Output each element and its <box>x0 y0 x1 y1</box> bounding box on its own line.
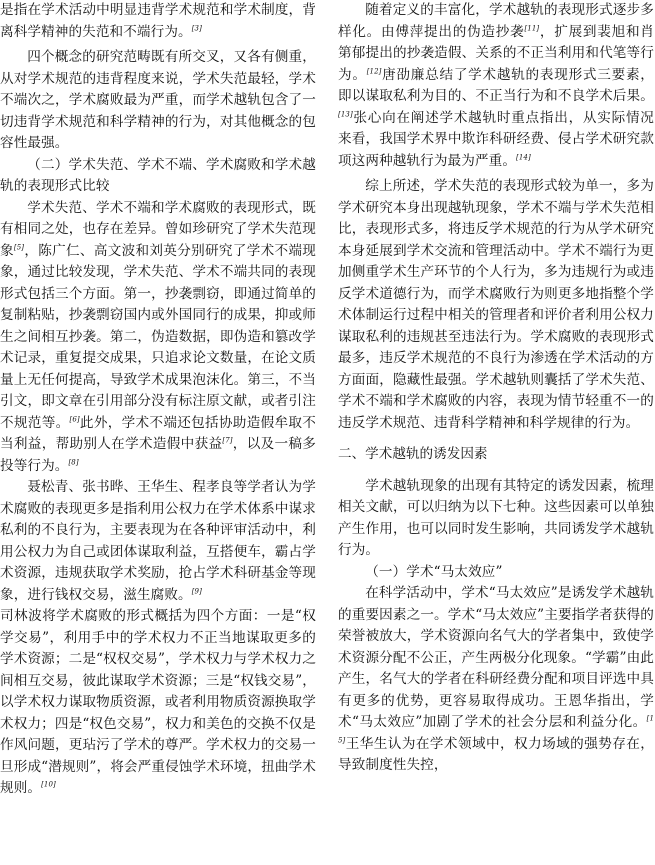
citation: [11] <box>524 23 540 32</box>
left-paragraph-four-forms: 司林波将学术腐败的形式概括为四个方面：一是“权学交易”，利用手中的学术权力不正当地谋取更多的学术资源；二是“权权交易”，学术权力与学术权力之间相互交易，彼此谋取学术资源；三是“权钱交易”，以学术权力谋取物质资源，或者利用物质资源换取学术权力；四是“权色交易”，权力和美色的交换不仅是作风问题，更玷污了学术的尊严。学术权力的交易一旦形成“潜规则”，将会严重侵蚀学术环境，扭曲学术规则。[10] <box>0 608 316 796</box>
citation: [7] <box>222 436 233 445</box>
left-paragraph-continued: 是指在学术活动中明显违背学术规范和学术制度，背离科学精神的失范和不端行为。[3] <box>0 2 316 40</box>
citation: [9] <box>191 586 202 595</box>
citation: [3] <box>191 23 202 32</box>
section-subheading-2: （二）学术失范、学术不端、学术腐败和学术越轨的表现形式比较 <box>0 156 316 194</box>
citation: [8] <box>68 457 79 466</box>
right-column <box>338 0 654 777</box>
citation: [15] <box>338 714 654 744</box>
right-paragraph-forms: 随着定义的丰富化，学术越轨的表现形式逐步多样化。由傅萍提出的伪造抄袭[11]，扩展到裴旭和肖第郁提出的抄袭造假、关系的不正当利用和代笔等行为。[12]唐劭廉总结了学术越轨的表现形式三要素，即以谋取私利为目的、不正当行为和不良学术后果。[13]张心向在阐述学术越轨时重点指出，从实际情况来看，我国学术界中欺诈科研经费、侵占学术研究款项这两种越轨行为最为严重。[14] <box>338 2 654 169</box>
right-paragraph-matthew-effect: 在科学活动中，学术“马太效应”是诱发学术越轨的重要因素之一。学术“马太效应”主要指学者获得的荣誉被放大，学术资源向名气大的学者集中，致使学术资源分配不公正，产生两极分化现象。“学霸”由此产生，名气大的学者在科研经费分配和项目评选中具有更多的优势，更容易取得成功。王恩华指出，学术“马太效应”加剧了学术的社会分层和利益分化。[15]王华生认为在学术领域中，权力场域的强势存在，导致制度性失控， <box>338 585 654 773</box>
citation: [10] <box>41 780 56 789</box>
subsection-heading-matthew-effect: （一）学术“马太效应” <box>365 563 503 580</box>
left-paragraph-corruption: 聂松青、张书晔、王华生、程孝良等学者认为学术腐败的表现更多是指利用公权力在学术体系中谋求私利的不良行为，主要表现为在各种评审活动中，利用公权力为自己或团体谋取利益，互搭便车，霸占学术资源，违规获取学术奖励，抢占学术科研基金等现象，进行钱权交易，滋生腐败。[9] <box>0 479 316 603</box>
citation: [13] <box>338 109 353 118</box>
left-paragraph-comparison: 学术失范、学术不端和学术腐败的表现形式，既有相同之处，也存在差异。曾如珍研究了学术失范现象[5]，陈广仁、高文波和刘英分别研究了学术不端现象，通过比较发现，学术失范、学术不端共同的表现形式包括三个方面。第一，抄袭剽窃，即通过简单的复制粘贴，抄袭剽窃国内或外国同行的成果，抑或师生之间相互抄袭。第二，伪造数据，即伪造和篡改学术记录，重复提交成果，只追求论文数量，在论文质量上无任何提高，导致学术成果泡沫化。第三，不当引文，即文章在引用部分没有标注原文献，或者引注不规范等。[6]此外，学术不端还包括协助造假牟取不当利益，帮助别人在学术造假中获益[7]，以及一稿多投等行为。[8] <box>0 199 317 474</box>
citation: [14] <box>516 152 531 161</box>
citation: [12] <box>366 66 382 75</box>
right-paragraph-factors-intro: 学术越轨现象的出现有其特定的诱发因素，梳理相关文献，可以归纳为以下七种。这些因素可以单独产生作用，也可以同时发生影响，共同诱发学术越轨行为。 <box>338 477 654 558</box>
left-paragraph-concepts: 四个概念的研究范畴既有所交叉，又各有侧重，从对学术规范的违背程度来说，学术失范最轻，学术不端次之，学术腐败最为严重，而学术越轨包含了一切违背学术规范和科学精神的行为，对其他概念的包容性最强。 <box>0 49 316 151</box>
left-column <box>0 0 316 800</box>
citation: [6] <box>69 414 80 423</box>
section-heading: 二、学术越轨的诱发因素 <box>338 446 488 462</box>
right-paragraph-summary: 综上所述，学术失范的表现形式较为单一，多为学术研究本身出现越轨现象，学术不端与学术失范相比，表现形式多，将违反学术规范的行为从学术研究本身延展到学术交流和管理活动中。学术不端行为更加侧重学术生产环节的个人行为，多为违规行为或违反学术道德行为，而学术腐败行为则更多地指整个学术体制运行过程中相关的管理者和评价者利用公权力谋取私利的违规甚至违法行为。学术腐败的表现形式最多，违反学术规范的不良行为渗透在学术活动的方方面面，隐藏性最强。学术越轨则囊括了学术失范、学术不端和学术腐败的内容，表现为情节轻重不一的违反学术规范、违背科学精神和科学规律的行为。 <box>338 178 654 431</box>
citation: [5] <box>13 242 25 251</box>
